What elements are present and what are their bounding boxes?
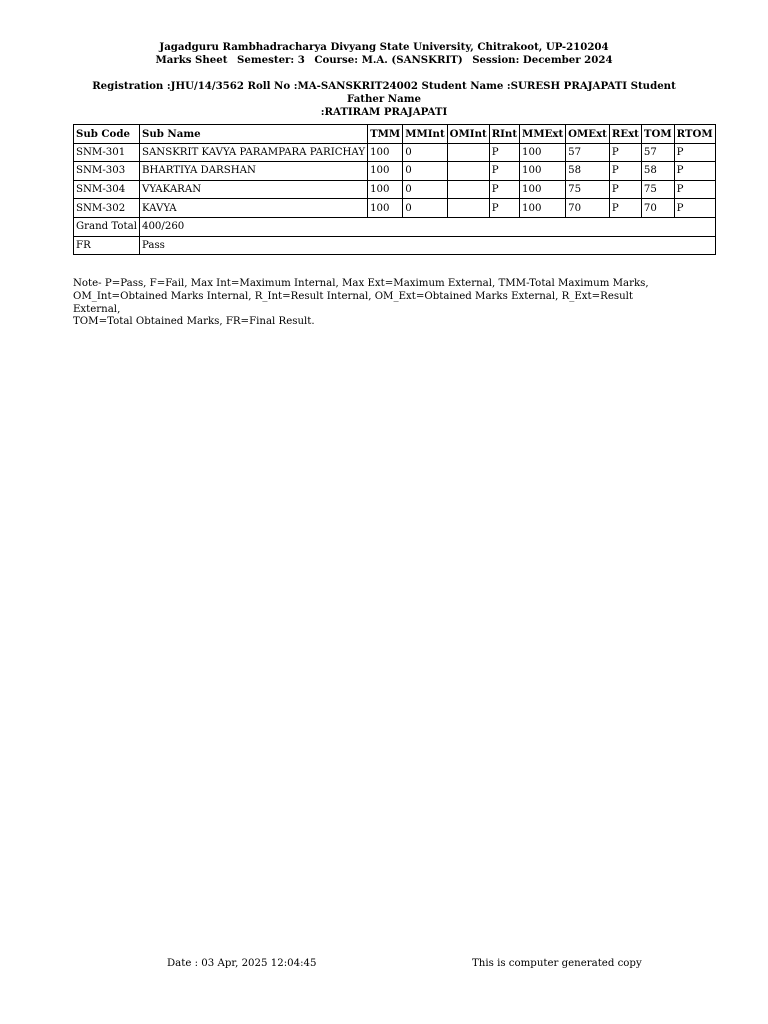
student-name: Student Name :SURESH PRAJAPATI [421,80,628,92]
cell-omint [447,162,489,181]
course: Course: M.A. (SANSKRIT) [314,54,463,66]
cell-mmext: 100 [520,162,566,181]
cell-sub-name: KAVYA [139,199,367,218]
marks-table [73,124,716,255]
grand-total-row [74,217,716,236]
cell-rext: P [609,143,641,162]
roll-no: Roll No :MA-SANSKRIT24002 [247,80,418,92]
table-row [74,199,716,218]
cell-omext: 57 [566,143,610,162]
computer-generated-note: This is computer generated copy [472,958,642,969]
cell-mmint: 0 [403,199,447,218]
cell-tom: 75 [641,180,674,199]
table-row [74,180,716,199]
cell-mmext: 100 [520,180,566,199]
cell-mmint: 0 [403,162,447,181]
cell-sub-name: BHARTIYA DARSHAN [139,162,367,181]
cell-omint [447,199,489,218]
cell-mmint: 0 [403,143,447,162]
cell-rint: P [489,199,519,218]
cell-tom: 57 [641,143,674,162]
cell-tom: 70 [641,199,674,218]
final-result-row [74,236,716,255]
note-line: TOM=Total Obtained Marks, FR=Final Result. [73,316,315,328]
cell-sub-code: SNM-302 [74,199,140,218]
table-row [74,162,716,181]
note-line: Note- P=Pass, F=Fail, Max Int=Maximum Internal, Max Ext=Maximum External, TMM-Total Maximum Marks, [73,278,649,289]
cell-omext: 75 [566,180,610,199]
cell-rext: P [609,162,641,181]
cell-mmext: 100 [520,199,566,218]
cell-rext: P [609,199,641,218]
cell-rtom: P [674,199,715,218]
cell-rint: P [489,180,519,199]
col-sub-name: Sub Name [139,125,367,144]
cell-tom: 58 [641,162,674,181]
cell-tmm: 100 [368,162,403,181]
cell-tmm: 100 [368,199,403,218]
col-tom: TOM [641,125,674,144]
cell-rext: P [609,180,641,199]
abbreviation-note [73,278,673,329]
cell-sub-name: SANSKRIT KAVYA PARAMPARA PARICHAY [139,143,367,162]
table-row [74,143,716,162]
cell-tmm: 100 [368,143,403,162]
father-name-label: Student Father Name [347,80,676,105]
col-rext: RExt [609,125,641,144]
note-line: OM_Int=Obtained Marks Internal, R_Int=Result Internal, OM_Ext=Obtained Marks External, R_Ext=Result External, [73,290,634,315]
cell-tmm: 100 [368,180,403,199]
col-omext: OMExt [566,125,610,144]
generated-date: Date : 03 Apr, 2025 12:04:45 [167,958,317,969]
col-sub-code: Sub Code [74,125,140,144]
col-rint: RInt [489,125,519,144]
col-mmext: MMExt [520,125,566,144]
cell-mmint: 0 [403,180,447,199]
cell-omext: 58 [566,162,610,181]
cell-sub-code: SNM-304 [74,180,140,199]
university-name: Jagadguru Rambhadracharya Divyang State University, Chitrakoot, UP-210204 [159,41,609,53]
cell-rint: P [489,143,519,162]
cell-mmext: 100 [520,143,566,162]
cell-rint: P [489,162,519,181]
registration: Registration :JHU/14/3562 [92,80,244,92]
final-result-value: Pass [139,236,715,255]
father-name: :RATIRAM PRAJAPATI [320,106,448,118]
cell-rtom: P [674,162,715,181]
cell-sub-name: VYAKARAN [139,180,367,199]
col-mmint: MMInt [403,125,447,144]
marks-sheet-info [0,54,768,67]
cell-sub-code: SNM-303 [74,162,140,181]
grand-total-value: 400/260 [139,217,715,236]
cell-omint [447,180,489,199]
student-details [78,80,690,119]
col-tmm: TMM [368,125,403,144]
grand-total-label: Grand Total [74,217,140,236]
semester: Semester: 3 [237,54,305,66]
table-header-row [74,125,716,144]
cell-sub-code: SNM-301 [74,143,140,162]
cell-rtom: P [674,180,715,199]
cell-omint [447,143,489,162]
col-rtom: RTOM [674,125,715,144]
document-header [0,41,768,67]
col-omint: OMInt [447,125,489,144]
cell-rtom: P [674,143,715,162]
marks-sheet-title: Marks Sheet [155,54,228,66]
session: Session: December 2024 [472,54,613,66]
final-result-label: FR [74,236,140,255]
cell-omext: 70 [566,199,610,218]
